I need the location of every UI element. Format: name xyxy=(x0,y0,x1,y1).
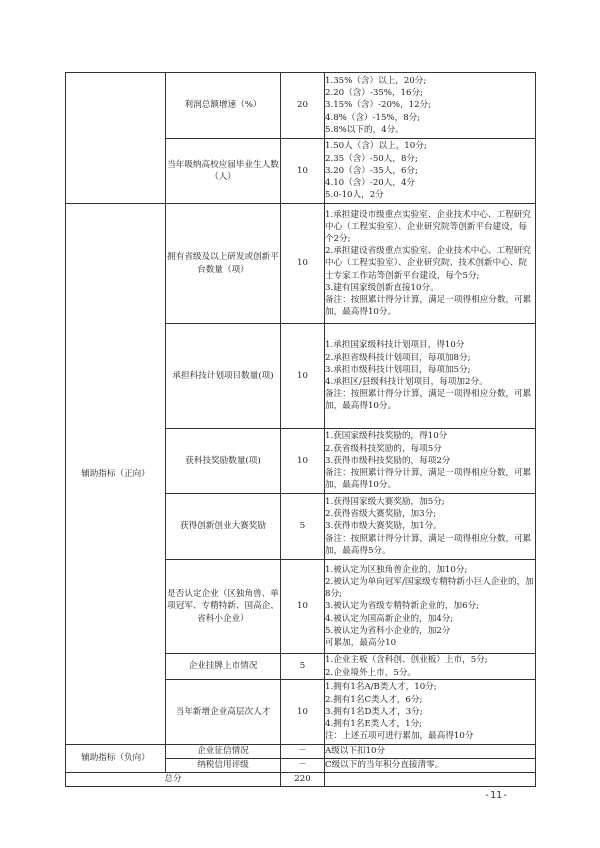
category-negative: 辅助指标（负向） xyxy=(66,745,166,773)
criteria-line: C级以下的当年积分直接清零。 xyxy=(325,760,444,771)
criteria-cell xyxy=(325,745,536,759)
criteria-line: 备注：按照累计得分计算，满足一项得相应分数，可累加，最高得5分。 xyxy=(325,533,532,556)
table-row xyxy=(66,745,536,759)
criteria-line: 3.承担市级科技计划项目，每项加5分; xyxy=(325,364,471,375)
criteria-line: 2.承担建设省级重点实验室、企业技术中心、工程研究中心（工程实验室）、企业研究院、技术创新中心、院士专家工作站等创新平台建设，每个5分; xyxy=(325,246,531,281)
indicator-cell: 纳税信用评级 xyxy=(166,759,281,773)
criteria-line: 5.8%以下的，4分。 xyxy=(325,124,404,135)
criteria-line: 4.被认定为国高新企业的，加4分; xyxy=(325,613,454,624)
criteria-line: 2.获得省级大赛奖励，加3分; xyxy=(325,509,437,520)
score-cell: 10 xyxy=(281,139,325,204)
criteria-line: 4.承担区/县级科技计划项目，每项加2分。 xyxy=(325,377,488,387)
indicator-cell: 企业挂牌上市情况 xyxy=(166,654,281,680)
indicator-cell: 利润总额增速（%） xyxy=(166,73,281,139)
score-cell: － xyxy=(281,759,325,773)
criteria-cell xyxy=(325,560,536,654)
criteria-line: 2.被认定为单向冠军/国家级专精特新小巨人企业的，加8分; xyxy=(325,576,534,600)
criteria-cell xyxy=(325,429,536,494)
score-cell: 20 xyxy=(281,73,325,139)
criteria-line: 2.企业境外上市，5分。 xyxy=(325,667,417,678)
criteria-line: 2.20（含）-35%，16分; xyxy=(325,88,423,99)
criteria-line: 3.获得市级科技奖励的，每项2分 xyxy=(325,455,451,466)
score-cell: 10 xyxy=(281,680,325,745)
criteria-line: 1.承担国家级科技计划项目，得10分 xyxy=(325,340,465,351)
scoring-table xyxy=(65,72,536,787)
criteria-cell xyxy=(325,324,536,429)
criteria-cell xyxy=(325,73,536,139)
criteria-line: 2.35（含）-50人，8分; xyxy=(325,153,418,164)
total-score: 220 xyxy=(281,773,325,787)
criteria-cell xyxy=(325,494,536,560)
criteria-line: 1.被认定为区独角兽企业的，加10分; xyxy=(325,564,468,575)
criteria-cell xyxy=(325,654,536,680)
criteria-line: 4.拥有1名E类人才，1分; xyxy=(325,719,423,730)
criteria-line: 3.拥有1名D类人才，3分; xyxy=(325,706,423,717)
criteria-line: 1.企业主板（含科创、创业板）上市，5分; xyxy=(325,655,488,666)
score-cell: － xyxy=(281,745,325,759)
criteria-cell xyxy=(325,139,536,204)
criteria-line: 2.获省级科技奖励的，每项5分 xyxy=(325,443,442,454)
criteria-line: 备注：按照累计得分计算，满足一项得相应分数，可累加，最高得10分。 xyxy=(325,468,532,491)
indicator-cell: 是否认定企业（区独角兽、单项冠军、专精特新、国高企、省科小企业） xyxy=(166,560,281,654)
criteria-line: 1.获国家级科技奖励的，得10分 xyxy=(325,431,448,442)
score-cell: 5 xyxy=(281,494,325,560)
score-cell: 10 xyxy=(281,429,325,494)
total-label: 总分 xyxy=(66,773,281,787)
score-cell: 5 xyxy=(281,654,325,680)
criteria-line: 备注：按照累计得分计算，满足一项得相应分数，可累加，最高得10分。 xyxy=(325,295,532,318)
criteria-line: 5.0-10人，2分 xyxy=(325,190,384,201)
criteria-line: 5.被认定为省科小企业的，加2分 xyxy=(325,625,451,636)
category-cell-continued xyxy=(66,73,166,204)
criteria-line: 3.获得市级大赛奖励，加1分。 xyxy=(325,521,442,532)
score-cell: 10 xyxy=(281,204,325,324)
table-row xyxy=(66,73,536,139)
criteria-line: 2.拥有1名C类人才，6分; xyxy=(325,694,423,705)
indicator-cell: 承担科技计划项目数量(项) xyxy=(166,324,281,429)
criteria-line: 4.8%（含）-15%，8分; xyxy=(325,112,421,123)
score-cell: 10 xyxy=(281,560,325,654)
criteria-line: 备注：按照累计得分计算，满足一项得相应分数，可累加，最高得10分。 xyxy=(325,389,532,412)
criteria-cell xyxy=(325,680,536,745)
criteria-line: 1.获得国家级大赛奖励，加5分; xyxy=(325,496,445,507)
score-cell: 10 xyxy=(281,324,325,429)
indicator-cell: 获得创新创业大赛奖励 xyxy=(166,494,281,560)
total-empty-cell xyxy=(325,773,536,787)
page-number: -11- xyxy=(484,790,509,801)
criteria-line: 1.35%（含）以上，20分; xyxy=(325,75,427,86)
criteria-line: 3.15%（含）-20%，12分; xyxy=(325,100,432,111)
criteria-cell xyxy=(325,759,536,773)
total-row xyxy=(66,773,536,787)
indicator-cell: 当年吸纳高校应届毕业生人数（人） xyxy=(166,139,281,204)
table-row xyxy=(66,204,536,324)
criteria-line: 4.10（含）-20人，4分 xyxy=(325,178,416,189)
indicator-cell: 获科技奖励数量(项) xyxy=(166,429,281,494)
criteria-line: 3.被认定为省级专精特新企业的，加6分; xyxy=(325,601,480,612)
indicator-cell: 企业征信情况 xyxy=(166,745,281,759)
criteria-line: A级以下扣10分 xyxy=(325,746,386,757)
criteria-line: 1.承担建设市级重点实验室、企业技术中心、工程研究中心（工程实验室）、企业研究院等创新平台建设，每个2分; xyxy=(325,209,531,244)
criteria-line: 注：上述五项可进行累加，最高得10分 xyxy=(325,731,474,742)
criteria-line: 3.20（含）-35人，6分; xyxy=(325,165,418,176)
criteria-cell xyxy=(325,204,536,324)
criteria-line: 2.承担省级科技计划项目，每项加8分; xyxy=(325,352,471,363)
indicator-cell: 当年新增企业高层次人才 xyxy=(166,680,281,745)
criteria-line: 1.拥有1名A/B类人才，10分; xyxy=(325,682,437,693)
criteria-line: 可累加，最高分10 xyxy=(325,638,397,648)
criteria-line: 3.建有国家级创新直接10分。 xyxy=(325,282,439,293)
category-positive: 辅助指标（正向） xyxy=(66,204,166,745)
indicator-cell: 拥有省级及以上研发或创新平台数量（项） xyxy=(166,204,281,324)
criteria-line: 1.50人（含）以上，10分; xyxy=(325,141,427,152)
